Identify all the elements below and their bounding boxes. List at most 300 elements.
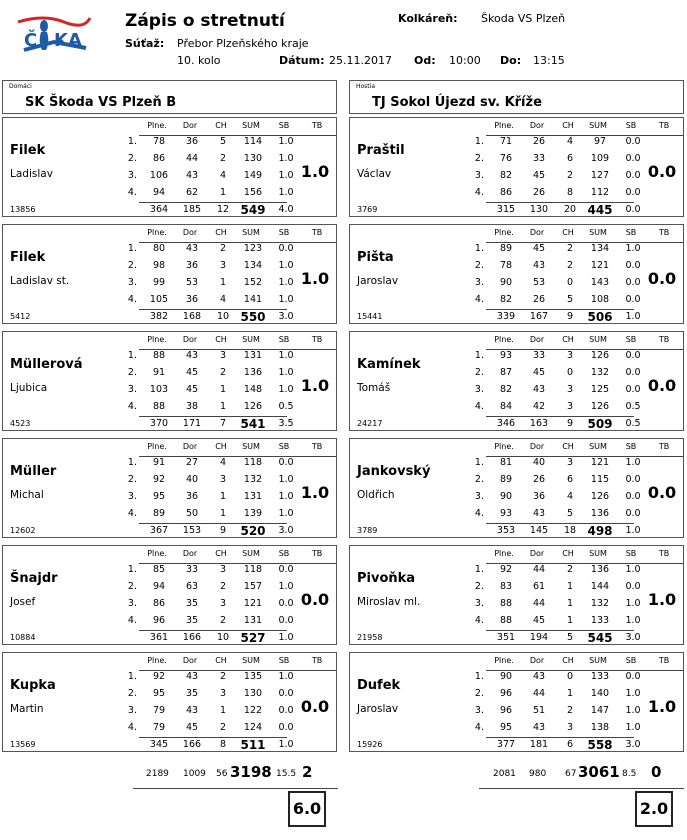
total-sum: 541: [240, 417, 266, 431]
column-header: CH: [562, 442, 574, 451]
lane-plne: 71: [499, 136, 513, 147]
column-header: TB: [658, 549, 670, 558]
lane-sb: 1.0: [278, 170, 294, 181]
total-dor: 166: [182, 739, 202, 750]
away-player-card: [349, 545, 684, 645]
lane-sum: 108: [590, 294, 610, 305]
lane-plne: 79: [152, 705, 166, 716]
player-surname: Müllerová: [10, 357, 83, 372]
lane-plne: 82: [499, 384, 513, 395]
player-surname: Kupka: [10, 678, 56, 693]
lane-plne: 92: [152, 474, 166, 485]
lane-sum: 136: [243, 367, 263, 378]
lane-number: 4.: [474, 294, 484, 305]
lane-number: 1.: [127, 457, 137, 468]
total-sb: 1.0: [625, 311, 641, 322]
lane-sb: 1.0: [625, 722, 641, 733]
lane-sb: 0.0: [625, 294, 641, 305]
lane-sb: 1.0: [278, 581, 294, 592]
svg-text:Č: Č: [24, 30, 38, 51]
lane-number: 2.: [474, 581, 484, 592]
lane-ch: 2: [566, 170, 574, 181]
column-header: SB: [278, 335, 290, 344]
total-sb: 3.0: [278, 525, 294, 536]
lane-sb: 1.0: [278, 671, 294, 682]
player-surname: Filek: [10, 250, 46, 265]
lane-sb: 0.5: [625, 401, 641, 412]
lane-dor: 26: [532, 136, 546, 147]
lane-plne: 87: [499, 367, 513, 378]
lane-ch: 5: [566, 294, 574, 305]
total-ch: 9: [219, 525, 227, 536]
lane-ch: 3: [566, 401, 574, 412]
lane-plne: 95: [152, 688, 166, 699]
lane-number: 3.: [474, 170, 484, 181]
total-sb: 3.0: [625, 632, 641, 643]
lane-plne: 85: [152, 564, 166, 575]
lane-dor: 53: [532, 277, 546, 288]
lane-sum: 127: [590, 170, 610, 181]
total-sb: 1.0: [625, 525, 641, 536]
lane-sb: 0.5: [278, 401, 294, 412]
lane-plne: 103: [149, 384, 169, 395]
lane-sb: 0.0: [278, 598, 294, 609]
column-header: TB: [311, 335, 323, 344]
lane-dor: 45: [532, 367, 546, 378]
lane-dor: 45: [185, 722, 199, 733]
lane-sum: 141: [243, 294, 263, 305]
player-registration-number: 24217: [357, 419, 383, 428]
column-header: TB: [658, 656, 670, 665]
to-value: 13:15: [533, 54, 565, 67]
lane-number: 1.: [474, 671, 484, 682]
player-surname: Pišta: [357, 250, 394, 265]
total-sum: 511: [240, 738, 266, 752]
total-dor: 185: [182, 204, 202, 215]
total-sb: 4.0: [278, 204, 294, 215]
column-header: Plne.: [494, 335, 514, 344]
lane-plne: 96: [152, 615, 166, 626]
lane-ch: 6: [566, 153, 574, 164]
lane-dor: 43: [185, 671, 199, 682]
player-firstname: Václav: [357, 168, 392, 180]
lane-dor: 53: [185, 277, 199, 288]
player-firstname: Ladislav: [10, 168, 53, 180]
column-header: Dor: [182, 121, 198, 130]
lane-sum: 118: [243, 457, 263, 468]
away-total-tb: 0: [651, 763, 662, 781]
total-sb: 0.0: [625, 204, 641, 215]
lane-dor: 36: [185, 491, 199, 502]
total-sb: 1.0: [278, 632, 294, 643]
lane-dor: 43: [185, 350, 199, 361]
column-header: CH: [215, 335, 227, 344]
lane-ch: 1: [219, 401, 227, 412]
total-dor: 168: [182, 311, 202, 322]
lane-ch: 2: [219, 615, 227, 626]
lane-sb: 0.0: [278, 243, 294, 254]
lane-ch: 4: [566, 136, 574, 147]
lane-plne: 78: [499, 260, 513, 271]
lane-number: 4.: [127, 615, 137, 626]
column-header: TB: [311, 228, 323, 237]
column-header: CH: [215, 228, 227, 237]
lane-number: 3.: [474, 598, 484, 609]
total-dor: 166: [182, 632, 202, 643]
lane-number: 2.: [127, 581, 137, 592]
away-total-plne: 2081: [493, 769, 516, 779]
column-header: Plne.: [494, 442, 514, 451]
lane-number: 1.: [474, 136, 484, 147]
lane-dor: 43: [185, 705, 199, 716]
total-sum: 545: [587, 631, 613, 645]
lane-sb: 1.0: [278, 260, 294, 271]
lane-sum: 133: [590, 615, 610, 626]
column-header: Dor: [529, 121, 545, 130]
player-registration-number: 12602: [10, 526, 36, 535]
to-label: Do:: [500, 54, 522, 67]
total-dor: 167: [529, 311, 549, 322]
lane-dor: 43: [532, 508, 546, 519]
total-plne: 315: [496, 204, 516, 215]
league-logo: [14, 12, 92, 60]
lane-dor: 26: [532, 187, 546, 198]
lane-ch: 1: [566, 598, 574, 609]
column-header: Plne.: [494, 121, 514, 130]
total-sum: 445: [587, 203, 613, 217]
lane-number: 1.: [474, 564, 484, 575]
total-ch: 18: [563, 525, 577, 536]
away-team-name: TJ Sokol Újezd sv. Kříže: [372, 95, 542, 110]
column-header: Plne.: [147, 228, 167, 237]
lane-dor: 43: [532, 722, 546, 733]
player-surname: Dufek: [357, 678, 401, 693]
lane-sum: 126: [590, 350, 610, 361]
lane-sum: 131: [243, 615, 263, 626]
lane-number: 3.: [474, 384, 484, 395]
lane-number: 3.: [127, 598, 137, 609]
away-final-points: 2.0: [635, 791, 673, 827]
player-tb-points: 0.0: [300, 697, 330, 716]
lane-sum: 118: [243, 564, 263, 575]
lane-sb: 1.0: [278, 153, 294, 164]
lane-ch: 5: [219, 136, 227, 147]
lane-number: 2.: [474, 367, 484, 378]
lane-sb: 1.0: [278, 187, 294, 198]
lane-number: 3.: [127, 277, 137, 288]
total-sum: 520: [240, 524, 266, 538]
lane-dor: 44: [532, 564, 546, 575]
player-tb-points: 1.0: [300, 269, 330, 288]
lane-plne: 90: [499, 491, 513, 502]
lane-ch: 4: [566, 491, 574, 502]
away-total-dor: 980: [529, 769, 547, 779]
lane-sb: 1.0: [625, 243, 641, 254]
lane-sb: 0.0: [625, 491, 641, 502]
home-player-card: [2, 545, 337, 645]
column-header: Dor: [529, 335, 545, 344]
lane-dor: 51: [532, 705, 546, 716]
lane-dor: 45: [532, 615, 546, 626]
lane-dor: 61: [532, 581, 546, 592]
lane-plne: 91: [152, 367, 166, 378]
lane-plne: 93: [499, 508, 513, 519]
lane-plne: 96: [499, 705, 513, 716]
lane-number: 3.: [127, 705, 137, 716]
lane-dor: 43: [185, 170, 199, 181]
lane-ch: 4: [219, 457, 227, 468]
lane-plne: 86: [152, 153, 166, 164]
total-ch: 8: [219, 739, 227, 750]
lane-dor: 40: [532, 457, 546, 468]
lane-ch: 0: [566, 671, 574, 682]
player-surname: Pivoňka: [357, 571, 416, 586]
column-header: CH: [215, 442, 227, 451]
total-sb: 0.5: [625, 418, 641, 429]
lane-plne: 92: [499, 564, 513, 575]
lane-plne: 90: [499, 671, 513, 682]
lane-dor: 63: [185, 581, 199, 592]
lane-sum: 144: [590, 581, 610, 592]
total-sb: 3.0: [278, 311, 294, 322]
lane-plne: 91: [152, 457, 166, 468]
total-sum: 506: [587, 310, 613, 324]
player-tb-points: 0.0: [300, 590, 330, 609]
lane-sum: 125: [590, 384, 610, 395]
away-player-card: [349, 117, 684, 217]
lane-number: 4.: [127, 187, 137, 198]
total-sum: 509: [587, 417, 613, 431]
lane-dor: 45: [532, 243, 546, 254]
lane-sb: 0.0: [625, 474, 641, 485]
lane-sb: 0.0: [278, 722, 294, 733]
lane-plne: 106: [149, 170, 169, 181]
column-header: TB: [311, 549, 323, 558]
lane-dor: 45: [185, 384, 199, 395]
lane-sum: 126: [243, 401, 263, 412]
away-player-card: [349, 224, 684, 324]
lane-dor: 44: [532, 688, 546, 699]
lane-sum: 124: [243, 722, 263, 733]
lane-sum: 112: [590, 187, 610, 198]
home-team-name: SK Škoda VS Plzeň B: [25, 95, 177, 110]
lane-number: 3.: [127, 170, 137, 181]
lane-ch: 2: [566, 243, 574, 254]
lane-sum: 135: [243, 671, 263, 682]
lane-sb: 1.0: [278, 277, 294, 288]
column-header: SB: [625, 442, 637, 451]
lane-ch: 0: [566, 367, 574, 378]
lanes-value: Škoda VS Plzeň: [481, 12, 566, 25]
lane-sb: 0.0: [625, 153, 641, 164]
total-ch: 10: [216, 311, 230, 322]
home-final-points: 6.0: [288, 791, 326, 827]
column-header: SUM: [242, 121, 260, 130]
column-header: SB: [625, 549, 637, 558]
lane-ch: 1: [219, 187, 227, 198]
lane-ch: 2: [219, 581, 227, 592]
lane-dor: 50: [185, 508, 199, 519]
lane-plne: 89: [499, 474, 513, 485]
player-firstname: Ljubica: [10, 382, 48, 394]
column-header: SUM: [589, 335, 607, 344]
column-header: SB: [278, 549, 290, 558]
player-tb-points: 1.0: [300, 483, 330, 502]
column-header: SB: [278, 121, 290, 130]
lane-dor: 35: [185, 688, 199, 699]
player-firstname: Josef: [10, 596, 36, 608]
player-tb-points: 1.0: [647, 697, 677, 716]
lane-sum: 121: [590, 457, 610, 468]
lane-sb: 0.0: [625, 187, 641, 198]
column-header: Plne.: [147, 442, 167, 451]
column-header: Plne.: [147, 549, 167, 558]
lane-dor: 35: [185, 598, 199, 609]
lane-dor: 43: [532, 671, 546, 682]
column-header: Dor: [529, 656, 545, 665]
lane-sum: 132: [243, 474, 263, 485]
lane-sb: 0.0: [278, 705, 294, 716]
round-value: 10. kolo: [177, 54, 221, 67]
lane-number: 1.: [474, 243, 484, 254]
lane-ch: 3: [219, 474, 227, 485]
lane-ch: 2: [219, 153, 227, 164]
column-header: SUM: [242, 656, 260, 665]
column-header: Plne.: [147, 335, 167, 344]
column-header: SUM: [242, 335, 260, 344]
lane-ch: 2: [219, 671, 227, 682]
lane-plne: 93: [499, 350, 513, 361]
lane-ch: 2: [219, 722, 227, 733]
column-header: Dor: [529, 228, 545, 237]
lane-number: 4.: [474, 615, 484, 626]
lane-number: 4.: [474, 187, 484, 198]
lane-dor: 36: [532, 491, 546, 502]
lane-sb: 1.0: [278, 508, 294, 519]
lane-plne: 82: [499, 170, 513, 181]
lane-sum: 121: [590, 260, 610, 271]
column-header: TB: [658, 228, 670, 237]
lane-plne: 92: [152, 671, 166, 682]
total-sum: 549: [240, 203, 266, 217]
column-header: SB: [278, 442, 290, 451]
total-plne: 339: [496, 311, 516, 322]
lane-dor: 26: [532, 294, 546, 305]
lane-ch: 5: [566, 508, 574, 519]
column-header: CH: [562, 121, 574, 130]
home-total-sum: 3198: [230, 763, 272, 781]
lane-dor: 26: [532, 474, 546, 485]
lane-sum: 134: [243, 260, 263, 271]
lane-sb: 0.0: [625, 508, 641, 519]
away-total-sb: 8.5: [622, 769, 637, 779]
lane-sb: 1.0: [625, 615, 641, 626]
lane-sb: 0.0: [625, 367, 641, 378]
lane-number: 2.: [127, 367, 137, 378]
player-firstname: Oldřich: [357, 489, 395, 501]
column-header: Dor: [529, 549, 545, 558]
lane-sum: 147: [590, 705, 610, 716]
lane-number: 2.: [127, 260, 137, 271]
lane-sum: 136: [590, 508, 610, 519]
lane-plne: 88: [152, 401, 166, 412]
lane-sb: 1.0: [625, 457, 641, 468]
player-firstname: Miroslav ml.: [357, 596, 421, 608]
home-player-card: [2, 117, 337, 217]
lane-sum: 109: [590, 153, 610, 164]
lane-dor: 40: [185, 474, 199, 485]
lane-sb: 1.0: [625, 564, 641, 575]
lane-number: 4.: [127, 294, 137, 305]
away-team-caption: Hostia: [356, 83, 376, 90]
home-totals-rule: [133, 788, 338, 789]
home-total-tb: 2: [302, 763, 313, 781]
lane-ch: 8: [566, 187, 574, 198]
lane-ch: 3: [219, 688, 227, 699]
lanes-label: Kolkáreň:: [398, 12, 458, 25]
column-header: Plne.: [494, 656, 514, 665]
lane-ch: 1: [219, 705, 227, 716]
away-total-sum: 3061: [578, 763, 620, 781]
competition-label: Súťaž:: [125, 37, 165, 50]
player-registration-number: 5412: [10, 312, 31, 321]
column-header: Dor: [182, 656, 198, 665]
lane-sum: 123: [243, 243, 263, 254]
home-team-caption: Domáci: [9, 83, 32, 90]
lane-sum: 97: [593, 136, 607, 147]
lane-plne: 81: [499, 457, 513, 468]
total-plne: 382: [149, 311, 169, 322]
lane-dor: 33: [532, 350, 546, 361]
player-tb-points: 1.0: [647, 590, 677, 609]
total-plne: 361: [149, 632, 169, 643]
column-header: Plne.: [494, 228, 514, 237]
lane-sum: 152: [243, 277, 263, 288]
column-header: SUM: [589, 549, 607, 558]
lane-ch: 3: [219, 350, 227, 361]
total-ch: 6: [566, 739, 574, 750]
player-tb-points: 0.0: [647, 376, 677, 395]
lane-sum: 132: [590, 367, 610, 378]
lane-number: 1.: [127, 350, 137, 361]
lane-plne: 88: [499, 598, 513, 609]
player-surname: Müller: [10, 464, 57, 479]
date-label: Dátum:: [279, 54, 325, 67]
lane-ch: 2: [219, 367, 227, 378]
lane-ch: 4: [219, 170, 227, 181]
total-sb: 3.0: [625, 739, 641, 750]
page-title: Zápis o stretnutí: [125, 11, 285, 31]
total-sb: 3.5: [278, 418, 294, 429]
lane-plne: 88: [152, 350, 166, 361]
player-surname: Filek: [10, 143, 46, 158]
total-plne: 353: [496, 525, 516, 536]
lane-number: 1.: [474, 457, 484, 468]
bowling-pin-logo-icon: [14, 12, 92, 60]
lane-sum: 114: [243, 136, 263, 147]
competition-value: Přebor Plzeňského kraje: [177, 37, 309, 50]
lane-sum: 139: [243, 508, 263, 519]
lane-sb: 1.0: [278, 294, 294, 305]
total-plne: 345: [149, 739, 169, 750]
lane-number: 2.: [127, 153, 137, 164]
date-value: 25.11.2017: [329, 54, 392, 67]
player-firstname: Ladislav st.: [10, 275, 70, 287]
lane-sb: 0.0: [625, 170, 641, 181]
column-header: TB: [658, 121, 670, 130]
column-header: SUM: [589, 656, 607, 665]
lane-dor: 38: [185, 401, 199, 412]
